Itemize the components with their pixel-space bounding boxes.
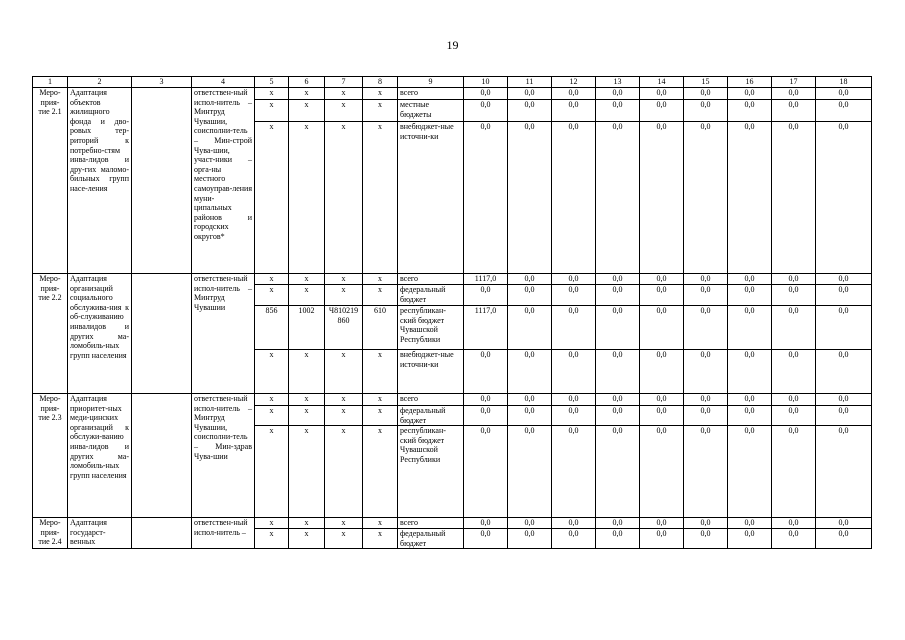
value-cell: 0,0 bbox=[728, 100, 772, 122]
code-target-item: х bbox=[325, 406, 363, 426]
code-section: х bbox=[289, 100, 325, 122]
value-cell: 0,0 bbox=[816, 406, 872, 426]
code-target-item: х bbox=[325, 529, 363, 549]
value-cell: 0,0 bbox=[728, 529, 772, 549]
responsible-executor: ответствен-ный испол-нитель – bbox=[192, 518, 255, 549]
value-cell: 0,0 bbox=[816, 100, 872, 122]
value-cell: 0,0 bbox=[816, 285, 872, 306]
value-cell: 0,0 bbox=[640, 306, 684, 350]
value-cell: 0,0 bbox=[508, 88, 552, 100]
code-section: х bbox=[289, 426, 325, 518]
value-cell: 0,0 bbox=[772, 122, 816, 274]
responsible-executor: ответствен-ный испол-нитель – Минтруд Чувашии, соисполни-тель – Мин-строй Чува-шии, участ-ники – орга-ны местного самоуправ-ления муни-ципальных районов и городских округов* bbox=[192, 88, 255, 274]
column-header: 11 bbox=[508, 77, 552, 88]
value-cell: 0,0 bbox=[772, 426, 816, 518]
code-grbs: х bbox=[255, 426, 289, 518]
code-target-item: х bbox=[325, 274, 363, 285]
measure-name: Адаптация государст-венных bbox=[68, 518, 132, 549]
code-grbs: х bbox=[255, 406, 289, 426]
code-grbs: 856 bbox=[255, 306, 289, 350]
responsible-executor: ответствен-ный испол-нитель – Минтруд Чувашии bbox=[192, 274, 255, 394]
code-grbs: х bbox=[255, 394, 289, 406]
value-cell: 0,0 bbox=[772, 518, 816, 529]
code-target-item: Ч810219 860 bbox=[325, 306, 363, 350]
funding-source: внебюджет-ные источни-ки bbox=[398, 350, 464, 394]
code-section: х bbox=[289, 285, 325, 306]
value-cell: 0,0 bbox=[684, 285, 728, 306]
responsible-executor: ответствен-ный испол-нитель – Минтруд Чувашии, соисполни-тель – Мин-здрав Чува-шии bbox=[192, 394, 255, 518]
value-cell: 0,0 bbox=[552, 394, 596, 406]
code-expense-group: х bbox=[363, 350, 398, 394]
value-cell: 0,0 bbox=[464, 350, 508, 394]
value-cell: 0,0 bbox=[552, 122, 596, 274]
value-cell: 0,0 bbox=[816, 518, 872, 529]
value-cell: 0,0 bbox=[816, 122, 872, 274]
value-cell: 0,0 bbox=[684, 406, 728, 426]
code-expense-group: х bbox=[363, 529, 398, 549]
value-cell: 0,0 bbox=[464, 285, 508, 306]
value-cell: 0,0 bbox=[684, 394, 728, 406]
value-cell: 0,0 bbox=[640, 394, 684, 406]
value-cell: 0,0 bbox=[684, 518, 728, 529]
value-cell: 0,0 bbox=[508, 406, 552, 426]
value-cell: 0,0 bbox=[728, 426, 772, 518]
value-cell: 0,0 bbox=[728, 274, 772, 285]
value-cell: 0,0 bbox=[464, 88, 508, 100]
value-cell: 0,0 bbox=[552, 285, 596, 306]
column-header: 6 bbox=[289, 77, 325, 88]
value-cell: 0,0 bbox=[640, 518, 684, 529]
funding-source: республикан-ский бюджет Чувашской Республики bbox=[398, 306, 464, 350]
value-cell: 0,0 bbox=[684, 100, 728, 122]
value-cell: 0,0 bbox=[508, 426, 552, 518]
column-header: 18 bbox=[816, 77, 872, 88]
value-cell: 0,0 bbox=[816, 426, 872, 518]
code-target-item: х bbox=[325, 350, 363, 394]
code-target-item: х bbox=[325, 518, 363, 529]
empty-cell bbox=[132, 518, 192, 549]
code-section: х bbox=[289, 274, 325, 285]
code-target-item: х bbox=[325, 285, 363, 306]
value-cell: 0,0 bbox=[596, 285, 640, 306]
value-cell: 0,0 bbox=[508, 394, 552, 406]
code-section: х bbox=[289, 406, 325, 426]
code-target-item: х bbox=[325, 394, 363, 406]
measure-name: Адаптация организаций социального обслужива-ния к об-служиванию инвалидов и других ма-ломобиль-ных групп населения bbox=[68, 274, 132, 394]
empty-cell bbox=[132, 274, 192, 394]
value-cell: 0,0 bbox=[596, 350, 640, 394]
value-cell: 0,0 bbox=[552, 306, 596, 350]
value-cell: 0,0 bbox=[684, 88, 728, 100]
code-section: 1002 bbox=[289, 306, 325, 350]
value-cell: 0,0 bbox=[816, 350, 872, 394]
column-header: 10 bbox=[464, 77, 508, 88]
value-cell: 0,0 bbox=[640, 406, 684, 426]
value-cell: 0,0 bbox=[552, 100, 596, 122]
funding-source: всего bbox=[398, 88, 464, 100]
code-expense-group: х bbox=[363, 518, 398, 529]
value-cell: 0,0 bbox=[640, 274, 684, 285]
value-cell: 0,0 bbox=[728, 285, 772, 306]
code-section: х bbox=[289, 529, 325, 549]
column-header: 8 bbox=[363, 77, 398, 88]
empty-cell bbox=[132, 394, 192, 518]
code-target-item: х bbox=[325, 100, 363, 122]
code-expense-group: х bbox=[363, 285, 398, 306]
code-expense-group: х bbox=[363, 406, 398, 426]
table-row bbox=[33, 518, 872, 529]
value-cell: 0,0 bbox=[464, 518, 508, 529]
code-grbs: х bbox=[255, 529, 289, 549]
value-cell: 0,0 bbox=[508, 285, 552, 306]
column-header: 3 bbox=[132, 77, 192, 88]
value-cell: 1117,0 bbox=[464, 306, 508, 350]
code-grbs: х bbox=[255, 518, 289, 529]
value-cell: 0,0 bbox=[728, 306, 772, 350]
value-cell: 0,0 bbox=[728, 406, 772, 426]
value-cell: 0,0 bbox=[508, 518, 552, 529]
empty-cell bbox=[132, 88, 192, 274]
value-cell: 0,0 bbox=[684, 426, 728, 518]
value-cell: 0,0 bbox=[772, 88, 816, 100]
value-cell: 0,0 bbox=[772, 529, 816, 549]
column-header: 5 bbox=[255, 77, 289, 88]
code-target-item: х bbox=[325, 122, 363, 274]
column-header: 4 bbox=[192, 77, 255, 88]
value-cell: 0,0 bbox=[684, 529, 728, 549]
code-section: х bbox=[289, 350, 325, 394]
measure-id: Меро- прия- тие 2.1 bbox=[33, 88, 68, 274]
value-cell: 0,0 bbox=[596, 394, 640, 406]
code-grbs: х bbox=[255, 122, 289, 274]
column-header: 15 bbox=[684, 77, 728, 88]
value-cell: 0,0 bbox=[728, 518, 772, 529]
column-header: 2 bbox=[68, 77, 132, 88]
column-header: 16 bbox=[728, 77, 772, 88]
funding-source: всего bbox=[398, 274, 464, 285]
header-row bbox=[33, 77, 872, 88]
code-section: х bbox=[289, 394, 325, 406]
column-header: 7 bbox=[325, 77, 363, 88]
code-expense-group: 610 bbox=[363, 306, 398, 350]
code-target-item: х bbox=[325, 88, 363, 100]
code-expense-group: х bbox=[363, 88, 398, 100]
code-section: х bbox=[289, 518, 325, 529]
code-expense-group: х bbox=[363, 274, 398, 285]
table-row bbox=[33, 88, 872, 100]
code-expense-group: х bbox=[363, 100, 398, 122]
value-cell: 0,0 bbox=[772, 306, 816, 350]
funding-source: всего bbox=[398, 394, 464, 406]
value-cell: 0,0 bbox=[640, 350, 684, 394]
value-cell: 0,0 bbox=[596, 518, 640, 529]
column-header: 1 bbox=[33, 77, 68, 88]
code-expense-group: х bbox=[363, 122, 398, 274]
funding-source: внебюджет-ные источни-ки bbox=[398, 122, 464, 274]
code-section: х bbox=[289, 122, 325, 274]
value-cell: 0,0 bbox=[728, 350, 772, 394]
column-header: 12 bbox=[552, 77, 596, 88]
budget-table bbox=[32, 76, 872, 549]
value-cell: 0,0 bbox=[816, 274, 872, 285]
value-cell: 0,0 bbox=[596, 529, 640, 549]
value-cell: 0,0 bbox=[464, 122, 508, 274]
value-cell: 0,0 bbox=[596, 274, 640, 285]
value-cell: 0,0 bbox=[640, 529, 684, 549]
value-cell: 0,0 bbox=[596, 88, 640, 100]
column-header: 13 bbox=[596, 77, 640, 88]
code-grbs: х bbox=[255, 88, 289, 100]
funding-source: федеральный бюджет bbox=[398, 529, 464, 549]
value-cell: 0,0 bbox=[640, 285, 684, 306]
value-cell: 0,0 bbox=[596, 306, 640, 350]
value-cell: 0,0 bbox=[508, 306, 552, 350]
value-cell: 0,0 bbox=[640, 100, 684, 122]
code-expense-group: х bbox=[363, 394, 398, 406]
code-grbs: х bbox=[255, 100, 289, 122]
measure-name: Адаптация приоритет-ных меди-цинских организаций к обслужи-ванию инва-лидов и других ма-ломобиль-ных групп населения bbox=[68, 394, 132, 518]
table-row bbox=[33, 394, 872, 406]
value-cell: 0,0 bbox=[464, 406, 508, 426]
value-cell: 0,0 bbox=[552, 406, 596, 426]
value-cell: 0,0 bbox=[772, 350, 816, 394]
value-cell: 0,0 bbox=[552, 350, 596, 394]
funding-source: республикан-ский бюджет Чувашской Республики bbox=[398, 426, 464, 518]
value-cell: 0,0 bbox=[640, 122, 684, 274]
value-cell: 0,0 bbox=[552, 518, 596, 529]
code-grbs: х bbox=[255, 274, 289, 285]
value-cell: 0,0 bbox=[596, 122, 640, 274]
value-cell: 0,0 bbox=[508, 274, 552, 285]
table-row bbox=[33, 274, 872, 285]
code-expense-group: х bbox=[363, 426, 398, 518]
code-target-item: х bbox=[325, 426, 363, 518]
value-cell: 0,0 bbox=[728, 394, 772, 406]
value-cell: 0,0 bbox=[596, 426, 640, 518]
value-cell: 1117,0 bbox=[464, 274, 508, 285]
value-cell: 0,0 bbox=[552, 529, 596, 549]
funding-source: федеральный бюджет bbox=[398, 406, 464, 426]
value-cell: 0,0 bbox=[464, 529, 508, 549]
column-header: 9 bbox=[398, 77, 464, 88]
value-cell: 0,0 bbox=[596, 100, 640, 122]
value-cell: 0,0 bbox=[684, 350, 728, 394]
column-header: 14 bbox=[640, 77, 684, 88]
measure-name: Адаптация объектов жилищного фонда и дво-ровых тер-риторий к потребно-стям инва-лидов и дру-гих маломо-бильных групп насе-ления bbox=[68, 88, 132, 274]
page-number: 19 bbox=[446, 38, 459, 52]
code-grbs: х bbox=[255, 350, 289, 394]
value-cell: 0,0 bbox=[640, 426, 684, 518]
funding-source: местные бюджеты bbox=[398, 100, 464, 122]
value-cell: 0,0 bbox=[684, 274, 728, 285]
value-cell: 0,0 bbox=[728, 88, 772, 100]
value-cell: 0,0 bbox=[552, 274, 596, 285]
value-cell: 0,0 bbox=[508, 529, 552, 549]
value-cell: 0,0 bbox=[508, 122, 552, 274]
funding-source: федеральный бюджет bbox=[398, 285, 464, 306]
value-cell: 0,0 bbox=[816, 394, 872, 406]
measure-id: Меро- прия- тие 2.4 bbox=[33, 518, 68, 549]
measure-id: Меро- прия- тие 2.2 bbox=[33, 274, 68, 394]
value-cell: 0,0 bbox=[772, 394, 816, 406]
value-cell: 0,0 bbox=[552, 88, 596, 100]
value-cell: 0,0 bbox=[508, 100, 552, 122]
code-section: х bbox=[289, 88, 325, 100]
value-cell: 0,0 bbox=[464, 394, 508, 406]
value-cell: 0,0 bbox=[728, 122, 772, 274]
value-cell: 0,0 bbox=[464, 426, 508, 518]
value-cell: 0,0 bbox=[464, 100, 508, 122]
value-cell: 0,0 bbox=[772, 406, 816, 426]
value-cell: 0,0 bbox=[772, 100, 816, 122]
value-cell: 0,0 bbox=[816, 88, 872, 100]
column-header: 17 bbox=[772, 77, 816, 88]
value-cell: 0,0 bbox=[816, 529, 872, 549]
value-cell: 0,0 bbox=[596, 406, 640, 426]
value-cell: 0,0 bbox=[772, 285, 816, 306]
value-cell: 0,0 bbox=[684, 306, 728, 350]
value-cell: 0,0 bbox=[640, 88, 684, 100]
value-cell: 0,0 bbox=[684, 122, 728, 274]
value-cell: 0,0 bbox=[552, 426, 596, 518]
value-cell: 0,0 bbox=[508, 350, 552, 394]
measure-id: Меро- прия- тие 2.3 bbox=[33, 394, 68, 518]
value-cell: 0,0 bbox=[772, 274, 816, 285]
funding-source: всего bbox=[398, 518, 464, 529]
value-cell: 0,0 bbox=[816, 306, 872, 350]
code-grbs: х bbox=[255, 285, 289, 306]
